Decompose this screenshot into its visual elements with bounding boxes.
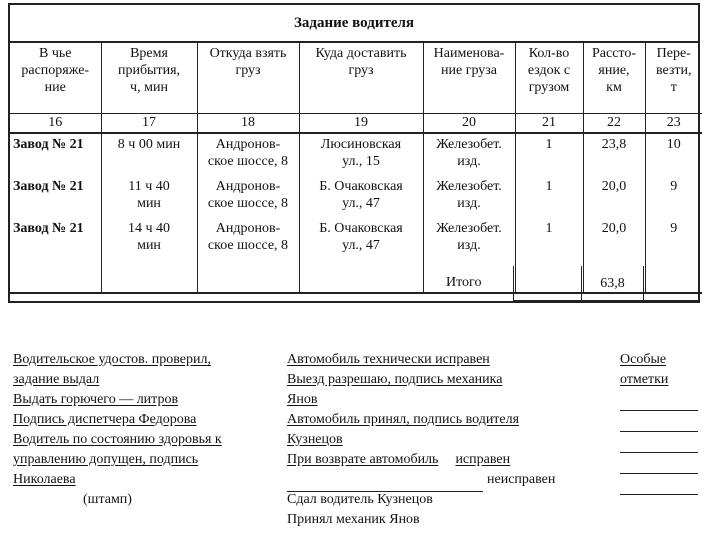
total-distance-cell: 63,8 xyxy=(581,266,643,302)
col-header-delivery: Куда доставить груз xyxy=(299,43,423,114)
cell-trips: 1 xyxy=(515,218,583,260)
cell-trips: 1 xyxy=(515,133,583,176)
mid-line: Выезд разрешаю, подпись механика xyxy=(287,372,503,387)
stamp-label: (штамп) xyxy=(83,492,132,507)
mid-line: При возврате автомобиль xyxy=(287,452,439,467)
mid-line: Автомобиль принял, подпись водителя xyxy=(287,412,520,427)
left-line: Николаева xyxy=(13,472,76,487)
col-header-distance: Рассто- яние, км xyxy=(583,43,645,114)
cell-delivery: Б. Очаковская ул., 47 xyxy=(299,218,423,260)
mid-line: Кузнецов xyxy=(287,432,343,447)
blank-marks-line xyxy=(620,431,698,432)
col-header-pickup: Откуда взять груз xyxy=(197,43,299,114)
total-trips-cell xyxy=(513,266,581,302)
col-header-arrival-time: Время прибытия, ч, мин xyxy=(101,43,197,114)
header-row xyxy=(10,43,702,114)
mid-line: Принял механик Янов xyxy=(287,512,420,527)
left-line: Подпись диспетчера Федорова xyxy=(13,412,197,427)
cell-distance: 20,0 xyxy=(583,218,645,260)
mid-line: Янов xyxy=(287,392,318,407)
left-line: управлению допущен, подпись xyxy=(13,452,199,467)
col-number: 16 xyxy=(10,114,101,134)
col-header-trips: Кол-во ездок с грузом xyxy=(515,43,583,114)
cell-arrival-time: 14 ч 40 мин xyxy=(101,218,197,260)
mid-line: Сдал водитель Кузнецов xyxy=(287,492,433,507)
total-row xyxy=(8,266,700,302)
special-marks-label: отметки xyxy=(620,372,669,387)
mid-line: Автомобиль технически исправен xyxy=(287,352,490,367)
special-marks-block xyxy=(620,350,668,390)
table-row xyxy=(10,176,702,218)
form-title: Задание водителя xyxy=(10,5,698,43)
col-header-cargo: Наименова- ние груза xyxy=(423,43,515,114)
cell-tons: 10 xyxy=(645,133,702,176)
blank-marks-line xyxy=(620,410,698,411)
task-table xyxy=(10,43,702,294)
cell-distance: 23,8 xyxy=(583,133,645,176)
column-number-row xyxy=(10,114,702,134)
left-signature-block xyxy=(13,350,222,510)
state-bad: неисправен xyxy=(487,472,556,487)
col-number: 19 xyxy=(299,114,423,134)
cell-trips: 1 xyxy=(515,176,583,218)
col-number: 18 xyxy=(197,114,299,134)
cell-cargo: Железобет. изд. xyxy=(423,218,515,260)
cell-disposal: Завод № 21 xyxy=(10,218,101,260)
blank-signature-line xyxy=(287,491,483,492)
cell-pickup: Андронов- ское шоссе, 8 xyxy=(197,218,299,260)
cell-disposal: Завод № 21 xyxy=(10,176,101,218)
cell-disposal: Завод № 21 xyxy=(10,133,101,176)
col-number: 23 xyxy=(645,114,702,134)
left-line: Водительское удостов. проверил, xyxy=(13,352,212,367)
blank-marks-line xyxy=(620,452,698,453)
col-header-disposal: В чье распоряже- ние xyxy=(10,43,101,114)
cell-arrival-time: 11 ч 40 мин xyxy=(101,176,197,218)
left-line: Водитель по состоянию здоровья к xyxy=(13,432,222,447)
table-row xyxy=(10,218,702,260)
total-label: Итого xyxy=(446,275,482,290)
middle-signature-block xyxy=(287,350,555,530)
blank-marks-line xyxy=(620,494,698,495)
cell-delivery: Люсиновская ул., 15 xyxy=(299,133,423,176)
special-marks-label: Особые xyxy=(620,352,667,367)
table-row xyxy=(10,133,702,176)
cell-tons: 9 xyxy=(645,218,702,260)
cell-arrival-time: 8 ч 00 мин xyxy=(101,133,197,176)
cell-pickup: Андронов- ское шоссе, 8 xyxy=(197,133,299,176)
cell-tons: 9 xyxy=(645,176,702,218)
col-number: 17 xyxy=(101,114,197,134)
col-number: 22 xyxy=(583,114,645,134)
left-line: Выдать горючего — литров xyxy=(13,392,179,407)
col-number: 20 xyxy=(423,114,515,134)
cell-pickup: Андронов- ское шоссе, 8 xyxy=(197,176,299,218)
col-header-tons: Пере- везти, т xyxy=(645,43,702,114)
col-number: 21 xyxy=(515,114,583,134)
state-ok: исправен xyxy=(455,452,511,467)
cell-delivery: Б. Очаковская ул., 47 xyxy=(299,176,423,218)
cell-distance: 20,0 xyxy=(583,176,645,218)
cell-cargo: Железобет. изд. xyxy=(423,133,515,176)
driver-task-form xyxy=(8,3,700,303)
left-line: задание выдал xyxy=(13,372,100,387)
total-tons-cell xyxy=(643,266,700,302)
cell-cargo: Железобет. изд. xyxy=(423,176,515,218)
blank-marks-line xyxy=(620,473,698,474)
